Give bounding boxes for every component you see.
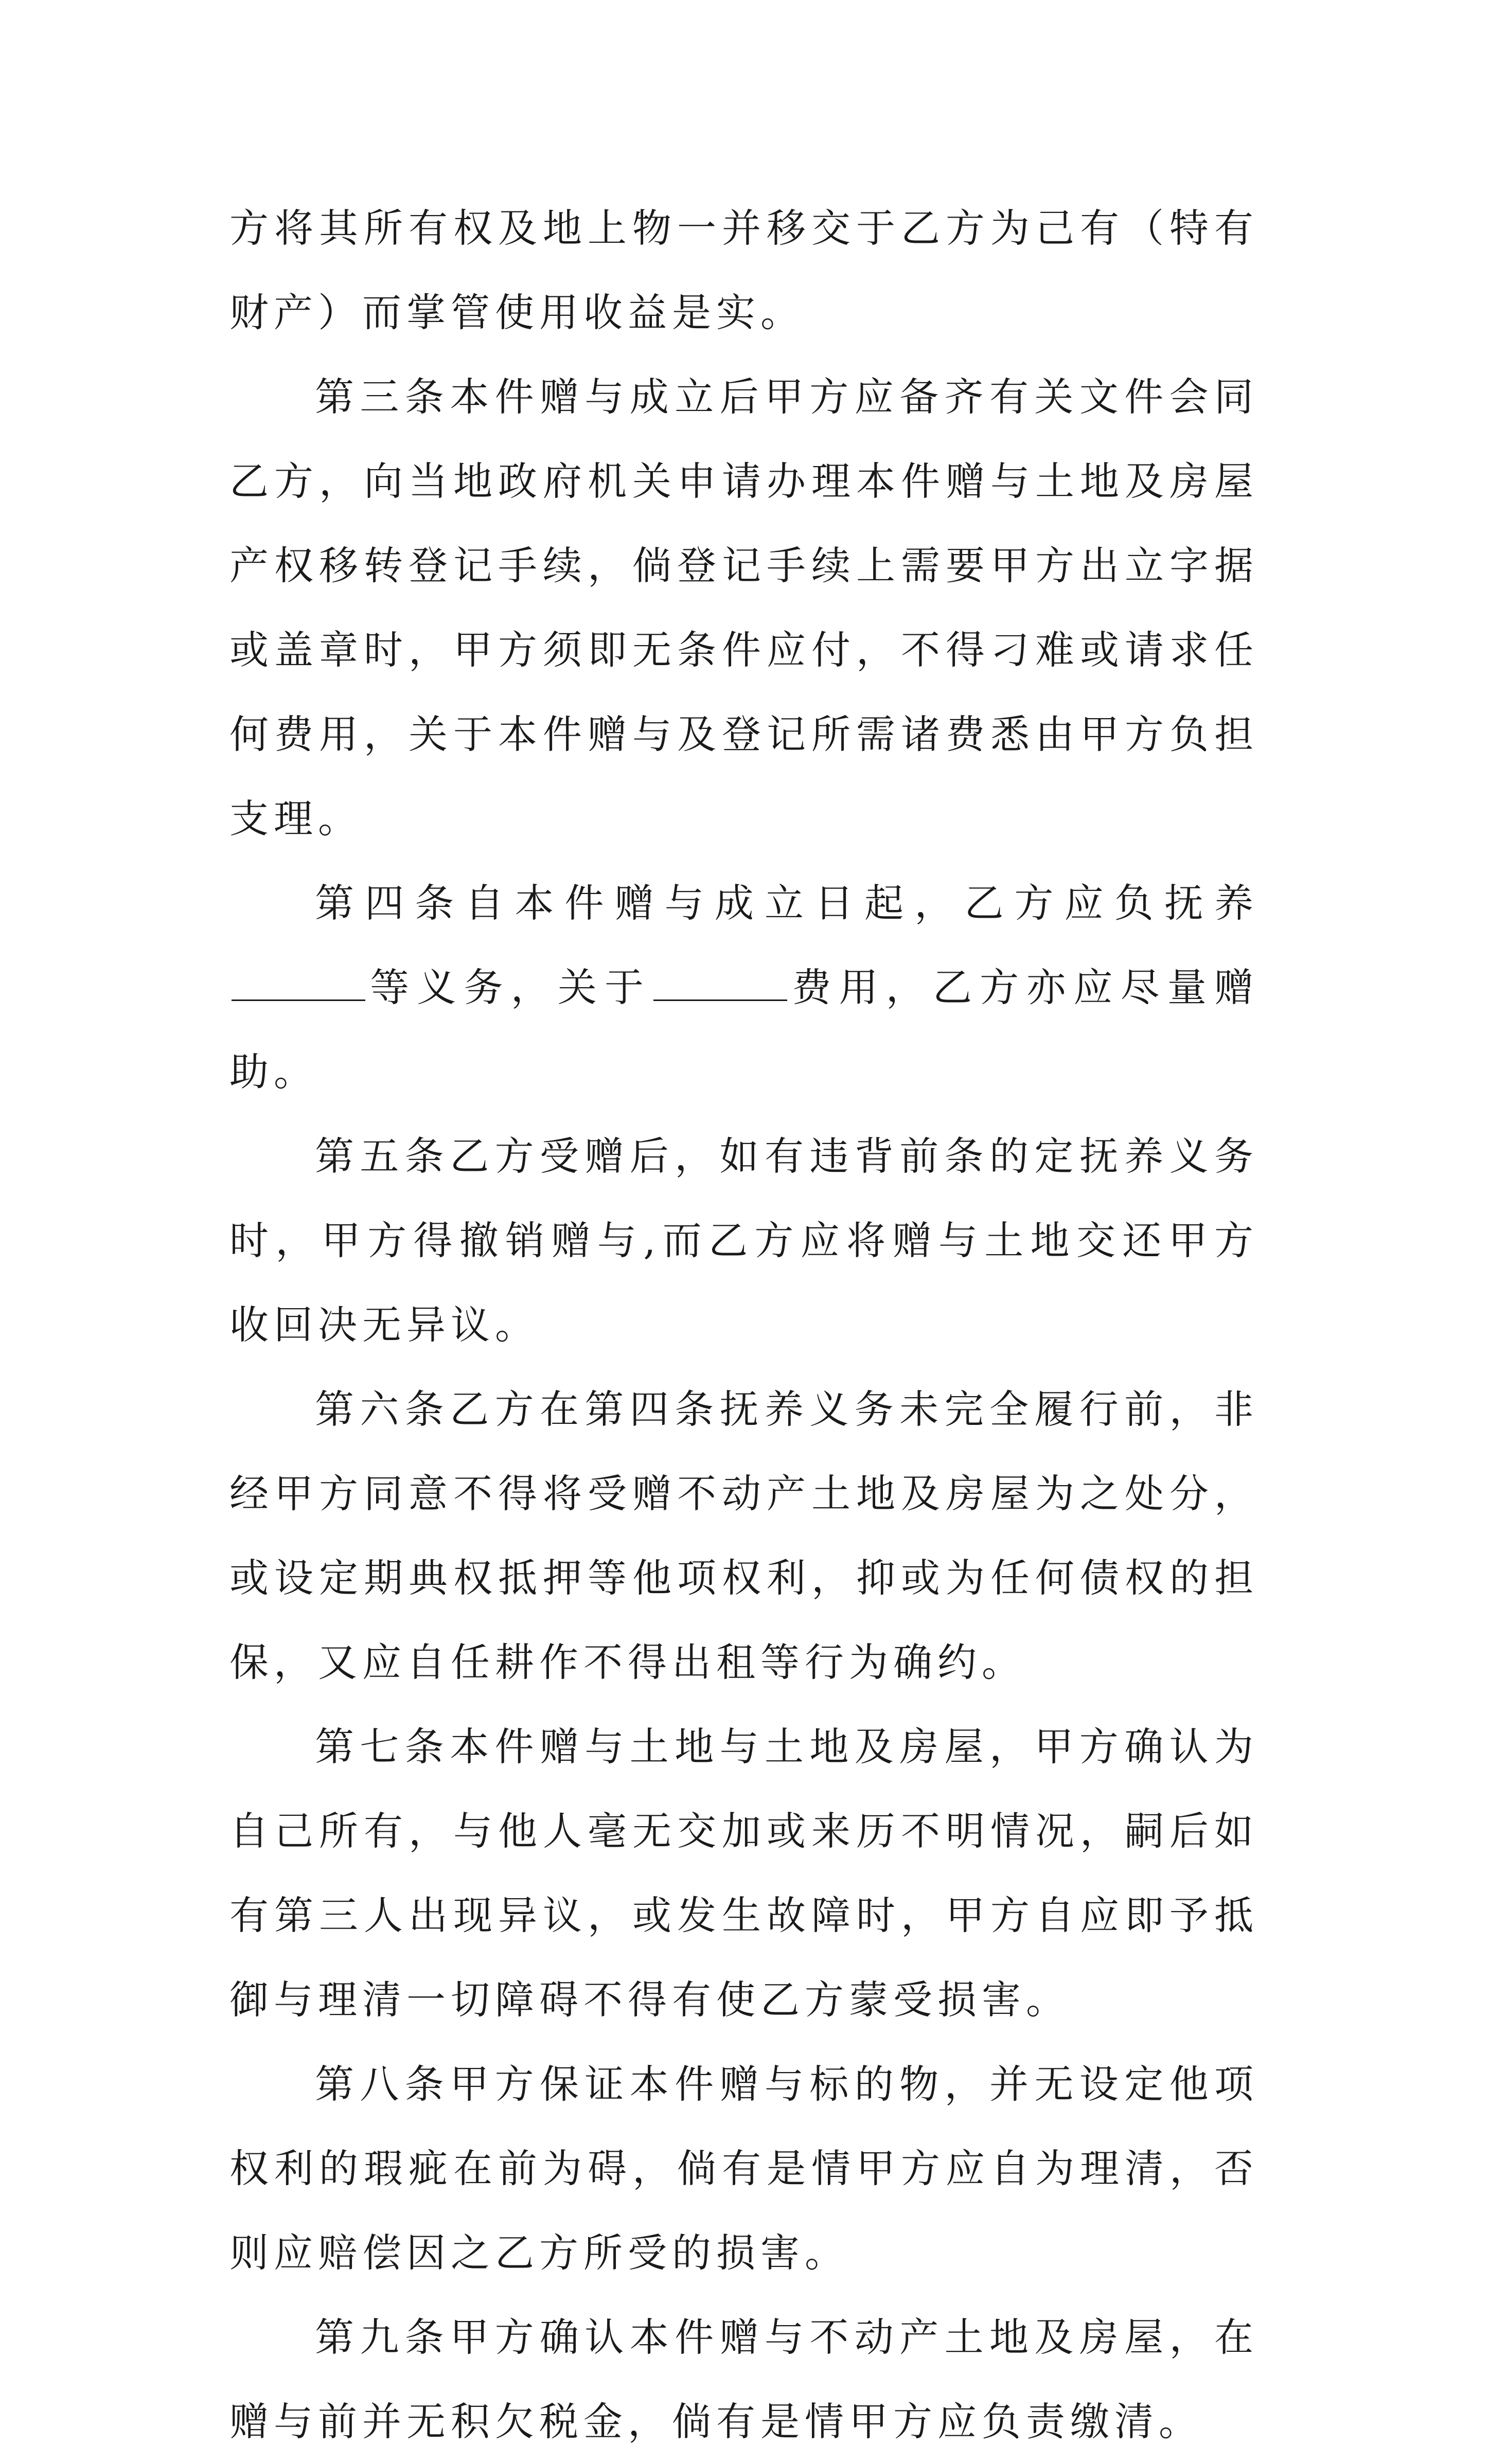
fill-blank-2: [653, 969, 787, 1001]
article-9: 第九条甲方确认本件赠与不动产土地及房屋，在赠与前并无积欠税金，倘有是情甲方应负责缴清。: [229, 2314, 1258, 2444]
article-4: [229, 861, 1258, 1114]
fill-blank-1: [232, 969, 365, 1001]
article-4-text-a: 第四条自本件赠与成立日起，乙方应负抚养: [315, 880, 1258, 926]
article-4-text-c: 费用，乙方亦应尽量赠助。: [229, 965, 1259, 1095]
article-5: 第五条乙方受赠后，如有违背前条的定抚养义务时，甲方得撤销赠与,而乙方应将赠与土地交还甲方收回决无异议。: [229, 1133, 1258, 1348]
document-body: [229, 186, 1258, 2464]
paragraph-continuation: 方将其所有权及地上物一并移交于乙方为己有（特有财产）而掌管使用收益是实。: [229, 205, 1258, 335]
article-7: 第七条本件赠与土地与土地及房屋，甲方确认为自己所有，与他人毫无交加或来历不明情况，嗣后如有第三人出现异议，或发生故障时，甲方自应即予抵御与理清一切障碍不得有使乙方蒙受损害。: [229, 1724, 1258, 2023]
article-8: 第八条甲方保证本件赠与标的物，并无设定他项权利的瑕疵在前为碍，倘有是情甲方应自为理清，否则应赔偿因之乙方所受的损害。: [229, 2061, 1258, 2276]
article-4-text-b: 等义务，关于: [367, 965, 652, 1010]
article-6: 第六条乙方在第四条抚养义务未完全履行前，非经甲方同意不得将受赠不动产土地及房屋为之处分，或设定期典权抵押等他项权利，抑或为任何债权的担保，又应自任耕作不得出租等行为确约。: [229, 1386, 1258, 1685]
article-3: 第三条本件赠与成立后甲方应备齐有关文件会同乙方，向当地政府机关申请办理本件赠与土地及房屋产权移转登记手续，倘登记手续上需要甲方出立字据或盖章时，甲方须即无条件应付，不得刁难或请求任何费用，关于本件赠与及登记所需诸费悉由甲方负担支理。: [229, 374, 1258, 842]
